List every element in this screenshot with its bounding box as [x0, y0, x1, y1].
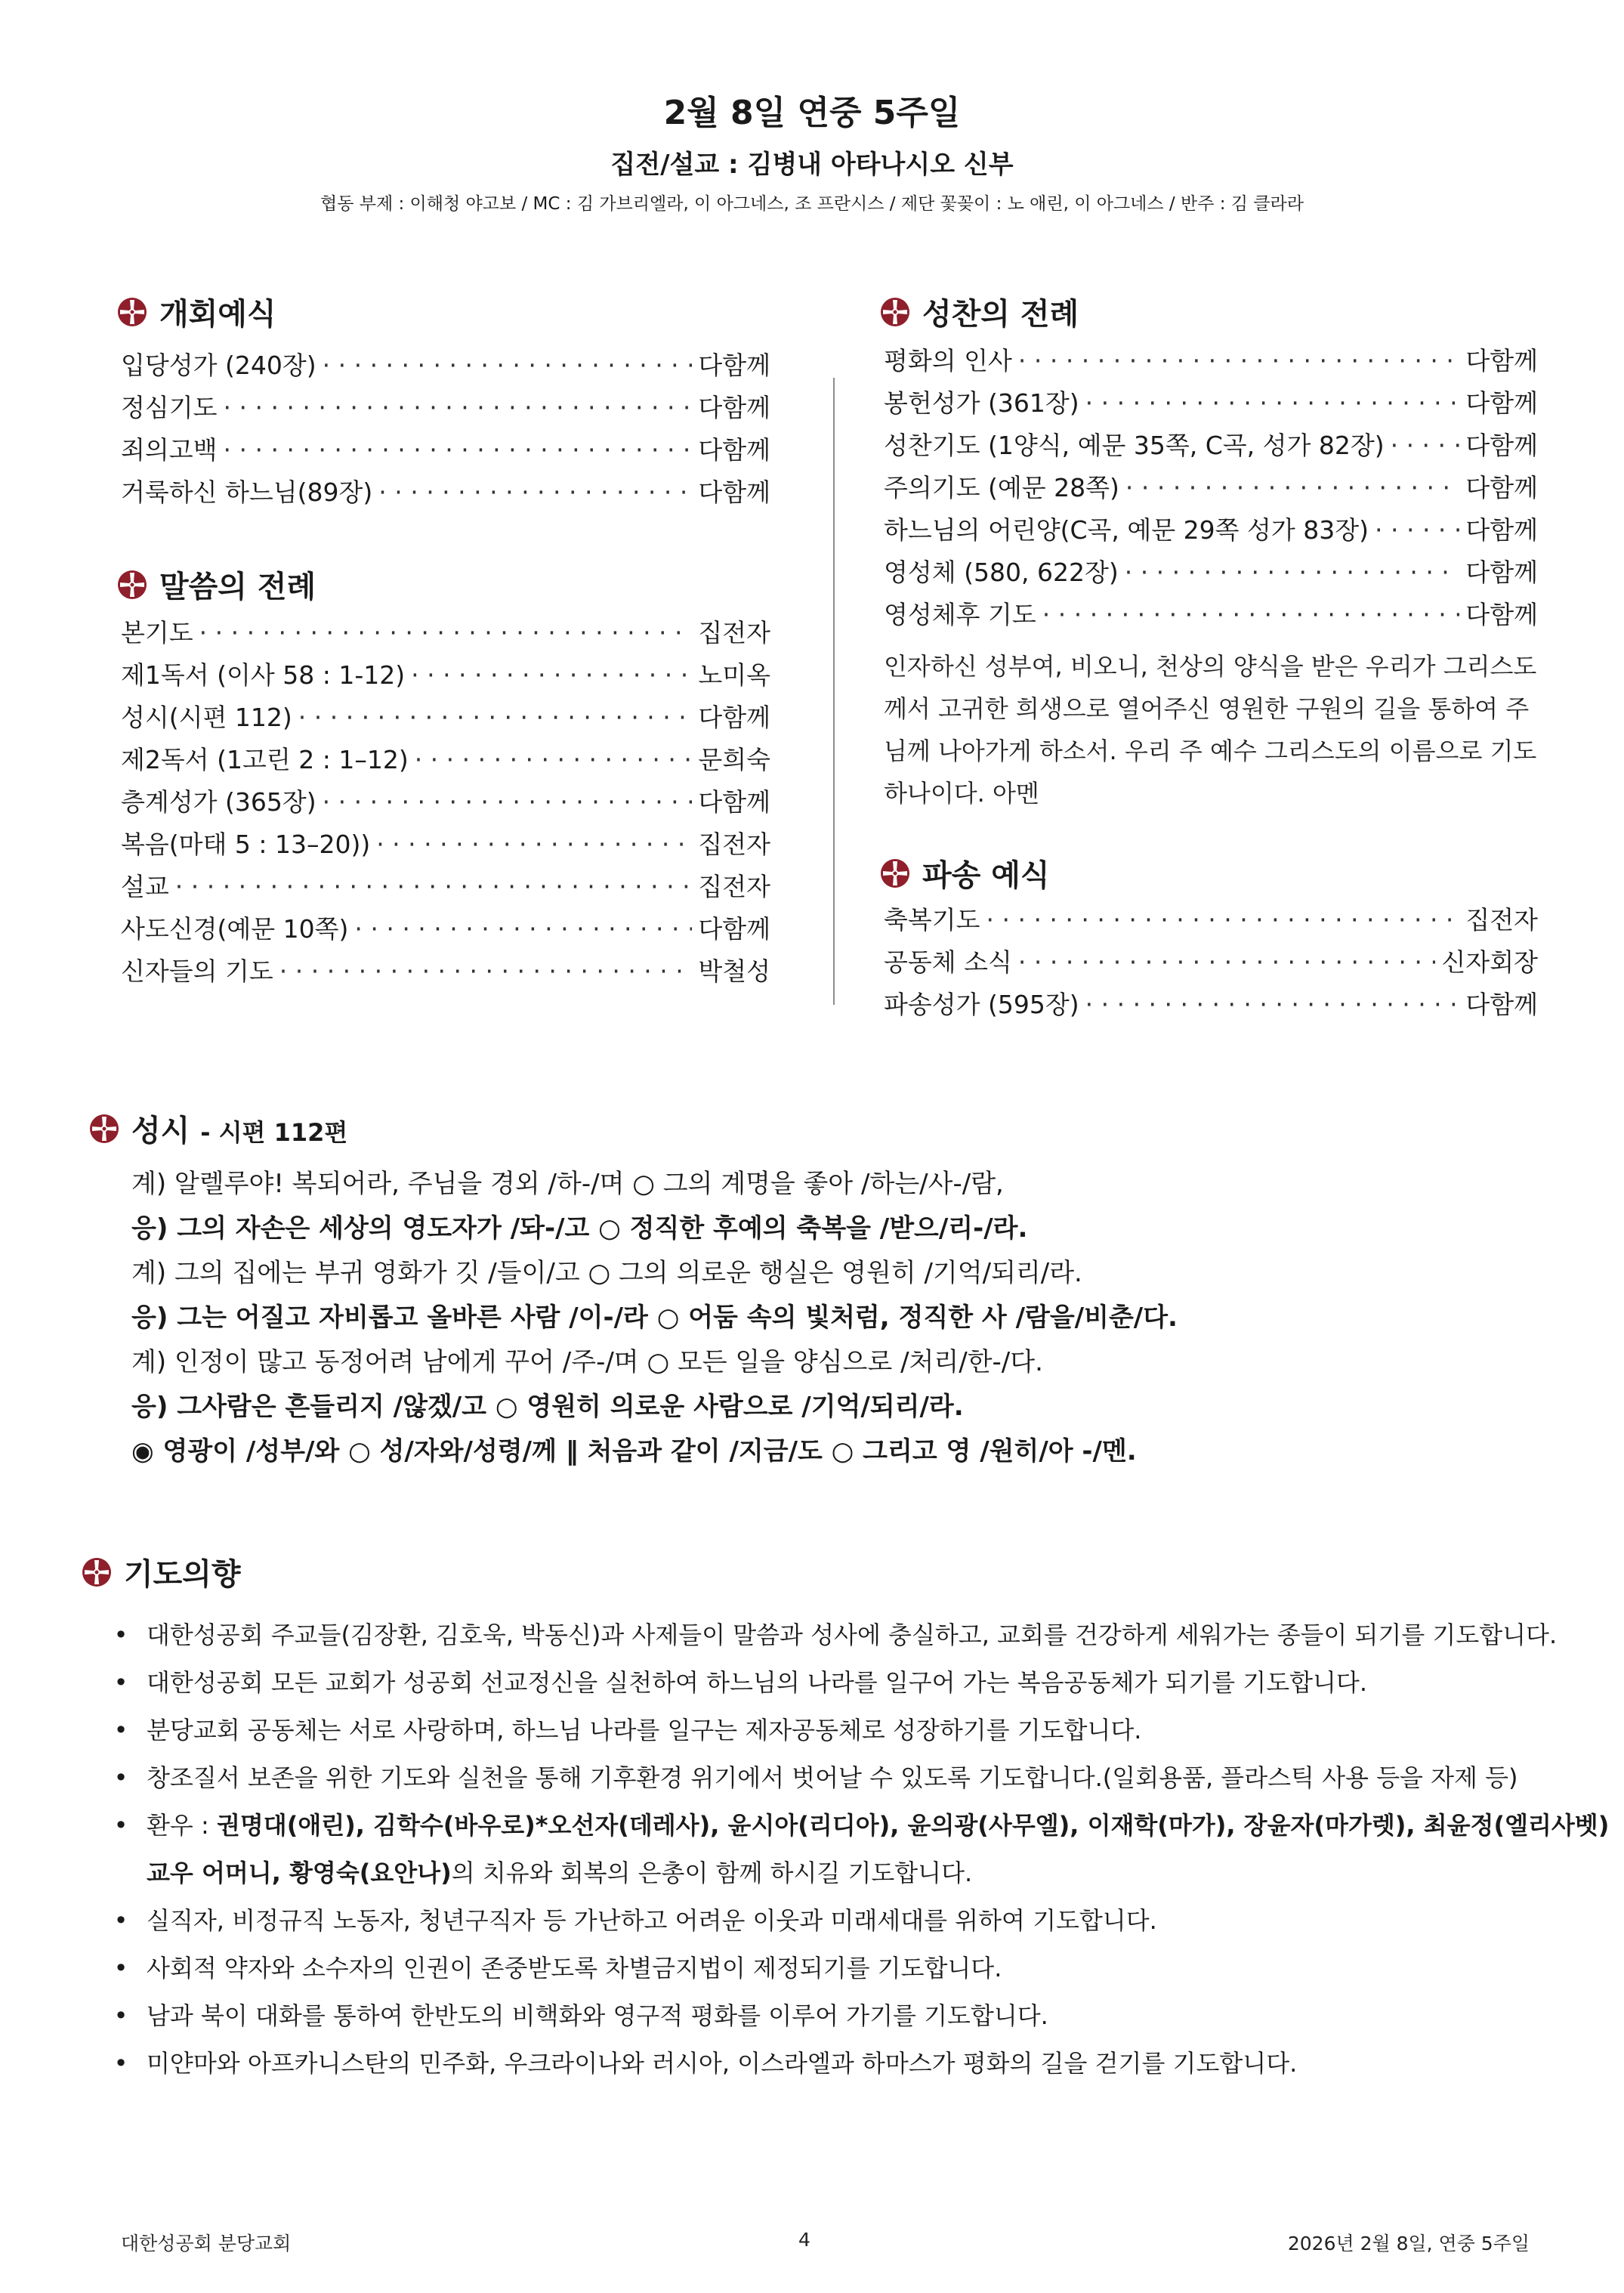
celebrant-line: 집전/설교 : 김병내 아타나시오 신부 [610, 150, 1014, 180]
list-item [121, 910, 770, 952]
bulletin-header [0, 89, 1624, 219]
psalm-title: 성시 [131, 1114, 190, 1148]
psalm-line: 응) 그는 어질고 자비롭고 올바른 사람 /이-/라 ○ 어둠 속의 빛처럼, 정직한 사 /람을/비춘/다. [131, 1303, 1178, 1333]
list-item [121, 473, 770, 515]
intention-text: 창조질서 보존을 위한 기도와 실천을 통해 기후환경 위기에서 벗어날 수 있도록 기도합니다.(일회용품, 플라스틱 사용 등을 자제 등) [147, 1763, 1518, 1792]
item-label: 파송성가 (595장) [884, 990, 1079, 1019]
leader-dots [415, 745, 693, 774]
bullet: • [113, 1621, 128, 1649]
cross-icon [89, 1114, 119, 1144]
leader-dots [323, 351, 693, 380]
section-opening-heading [117, 290, 276, 333]
item-label: 영성체 (580, 622장) [884, 558, 1119, 587]
leader-dots [1085, 388, 1460, 418]
item-who: 다함께 [1465, 990, 1538, 1019]
item-who: 노미옥 [698, 660, 770, 690]
leader-dots [298, 703, 693, 732]
bullet: • [113, 1954, 128, 1982]
list-item [884, 985, 1538, 1028]
item-label: 봉헌성가 (361장) [884, 388, 1079, 418]
item-who: 박철성 [698, 956, 770, 986]
list-item [121, 825, 770, 867]
list-item [884, 341, 1538, 384]
list-item [884, 426, 1538, 468]
section-title: 파송 예식 [922, 858, 1050, 893]
section-word-heading [117, 563, 316, 606]
opening-list [121, 346, 770, 515]
item-label: 죄의고백 [121, 435, 218, 465]
section-title [131, 1107, 347, 1150]
section-title: 개회예식 [159, 297, 276, 332]
item-who: 다함께 [1465, 515, 1538, 545]
sick-prefix: 환우 : [147, 1811, 217, 1840]
leader-dots [1375, 515, 1459, 545]
section-psalm-heading [89, 1107, 347, 1150]
list-item [121, 952, 770, 994]
intention-text: 대한성공회 주교들(김장환, 김호욱, 박동신)과 사제들이 말씀과 성사에 충실하고, 교회를 건강하게 세워가는 종들이 되기를 기도합니다. [147, 1621, 1558, 1649]
section-eucharist-heading [880, 290, 1079, 333]
item-label: 성시(시편 112) [121, 703, 292, 732]
list-item [121, 867, 770, 910]
item-who: 집전자 [698, 618, 770, 647]
leader-dots [1125, 558, 1460, 587]
psalm-line: 계) 그의 집에는 부귀 영화가 깃 /들이/고 ○ 그의 의로운 행실은 영원히 /기억/되리/라. [131, 1258, 1082, 1288]
item-who: 다함께 [1465, 431, 1538, 460]
item-label: 영성체후 기도 [884, 600, 1036, 629]
section-title: 말씀의 전례 [159, 570, 316, 604]
psalm-line: 응) 그사람은 흔들리지 /않겠/고 ○ 영원히 의로운 사람으로 /기억/되리/라. [131, 1392, 964, 1422]
leader-dots [224, 435, 693, 465]
item-label: 제1독서 (이사 58 : 1-12) [121, 660, 406, 690]
bullet: • [113, 2001, 128, 2030]
cross-icon [880, 858, 910, 888]
item-who: 문희숙 [698, 745, 770, 774]
item-who: 다함께 [698, 393, 770, 422]
intention-text: 대한성공회 모든 교회가 성공회 선교정신을 실천하여 하느님의 나라를 일구어 가는 복음공동체가 되기를 기도합니다. [147, 1668, 1368, 1697]
psalm-text [131, 1162, 1567, 1474]
item-who: 신자회장 [1441, 947, 1538, 977]
intention-text: 미얀마와 아프카니스탄의 민주화, 우크라이나와 러시아, 이스라엘과 하마스가 평화의 길을 걷기를 기도합니다. [147, 2049, 1298, 2078]
item-who: 다함께 [1465, 346, 1538, 375]
bullet: • [113, 1668, 128, 1697]
list-item [113, 1659, 1586, 1707]
psalm-subtitle: - 시편 112편 [200, 1118, 348, 1147]
list-item [113, 1897, 1586, 1945]
item-label: 본기도 [121, 618, 193, 647]
item-who: 다함께 [698, 914, 770, 944]
leader-dots [986, 905, 1460, 935]
item-label: 신자들의 기도 [121, 956, 273, 986]
item-label: 공동체 소식 [884, 947, 1012, 977]
leader-dots [323, 787, 693, 817]
intention-text: 실직자, 비정규직 노동자, 청년구직자 등 가난하고 어려운 이웃과 미래세대를 위하여 기도합니다. [147, 1906, 1157, 1935]
bullet: • [113, 1906, 128, 1935]
cross-icon [117, 297, 147, 327]
leader-dots [1391, 431, 1460, 460]
list-item [121, 388, 770, 431]
list-item [121, 698, 770, 740]
list-item [113, 1945, 1586, 1992]
item-label: 성찬기도 (1양식, 예문 35쪽, C곡, 성가 82장) [884, 431, 1385, 460]
item-who: 다함께 [698, 435, 770, 465]
item-who: 다함께 [698, 477, 770, 507]
leader-dots [224, 393, 693, 422]
eucharist-list [884, 341, 1538, 638]
leader-dots [354, 914, 692, 944]
item-who: 다함께 [698, 351, 770, 380]
item-label: 설교 [121, 872, 169, 901]
item-who: 집전자 [698, 872, 770, 901]
list-item [121, 431, 770, 473]
item-who: 집전자 [1465, 905, 1538, 935]
column-divider [833, 378, 835, 1005]
page-number: 4 [798, 2229, 810, 2251]
list-item [884, 553, 1538, 595]
cross-icon [880, 297, 910, 327]
post-communion-prayer: 인자하신 성부여, 비오니, 천상의 양식을 받은 우리가 그리스도께서 고귀한 희생으로 열어주신 영원한 구원의 길을 통하여 주님께 나아가게 하소서. 우리 주 예수 그리스도의 이름으로 기도하나이다. 아멘 [884, 652, 1537, 808]
list-item [884, 511, 1538, 553]
item-label: 복음(마태 5 : 13–20)) [121, 830, 371, 859]
psalm-line: 계) 인정이 많고 동정어려 남에게 꾸어 /주-/며 ○ 모든 일을 양심으로 /처리/한-/다. [131, 1347, 1043, 1377]
list-item [113, 1754, 1586, 1802]
psalm-line: 응) 그의 자손은 세상의 영도자가 /돠-/고 ○ 정직한 후예의 축복을 /받으/리-/라. [131, 1213, 1028, 1244]
intention-text [147, 1802, 1610, 1850]
list-item [121, 613, 770, 656]
assistants-line: 협동 부제 : 이해청 야고보 / MC : 김 가브리엘라, 이 아그네스, 조 프란시스 / 제단 꽃꽂이 : 노 애린, 이 아그네스 / 반주 : 김 클라라 [320, 194, 1304, 214]
intention-text: 분당교회 공동체는 서로 사랑하며, 하느님 나라를 일구는 제자공동체로 성장하기를 기도합니다. [147, 1716, 1142, 1744]
item-label: 하느님의 어린양(C곡, 예문 29쪽 성가 83장) [884, 515, 1369, 545]
list-item [121, 346, 770, 388]
leader-dots [1042, 600, 1460, 629]
word-list [121, 613, 770, 994]
item-label: 주의기도 (예문 28쪽) [884, 473, 1119, 502]
sick-names-2: 교우 어머니, 황영숙(요안나) [147, 1859, 452, 1887]
section-title: 성찬의 전례 [922, 297, 1079, 332]
leader-dots [175, 872, 693, 901]
item-who: 집전자 [698, 830, 770, 859]
list-item [113, 1707, 1586, 1754]
item-label: 거룩하신 하느님(89장) [121, 477, 373, 507]
list-item [884, 595, 1538, 638]
intention-text: 사회적 약자와 소수자의 인권이 존중받도록 차별금지법이 제정되기를 기도합니다. [147, 1954, 1002, 1982]
section-title: 기도의향 [124, 1557, 241, 1592]
item-label: 층계성가 (365장) [121, 787, 316, 817]
cross-icon [82, 1557, 112, 1587]
intentions-list [113, 1612, 1610, 2087]
cross-icon [117, 570, 147, 600]
item-label: 입당성가 (240장) [121, 351, 316, 380]
list-item [113, 2040, 1586, 2087]
leader-dots [279, 956, 693, 986]
psalm-line: ◉ 영광이 /성부/와 ○ 성/자와/성령/께 ‖ 처음과 같이 /지금/도 ○ 그리고 영 /원히/아 -/멘. [131, 1436, 1137, 1466]
leader-dots [378, 477, 692, 507]
list-item [121, 656, 770, 698]
item-who: 다함께 [1465, 600, 1538, 629]
footer-church: 대한성공회 분당교회 [121, 2233, 292, 2254]
intention-text-cont [147, 1850, 1586, 1897]
dismissal-list [884, 901, 1538, 1028]
list-item [121, 783, 770, 825]
leader-dots [411, 660, 692, 690]
item-who: 다함께 [698, 787, 770, 817]
bullet: • [113, 1811, 128, 1840]
item-label: 정심기도 [121, 393, 218, 422]
leader-dots [1018, 947, 1436, 977]
item-who: 다함께 [1465, 473, 1538, 502]
list-item [884, 468, 1538, 511]
sick-names: 권명대(애린), 김학수(바우로)*오선자(데레사), 윤시아(리디아), 윤의광(사무엘), 이재학(마가), 장윤자(마가렛), 최윤정(엘리사벳) [216, 1811, 1610, 1840]
item-label: 평화의 인사 [884, 346, 1012, 375]
leader-dots [1018, 346, 1459, 375]
item-who: 다함께 [1465, 388, 1538, 418]
bullet: • [113, 1716, 128, 1744]
list-item [121, 740, 770, 783]
list-item [884, 901, 1538, 943]
page-title: 2월 8일 연중 5주일 [663, 94, 961, 132]
bullet: • [113, 2049, 128, 2078]
item-label: 사도신경(예문 10쪽) [121, 914, 349, 944]
leader-dots [1085, 990, 1460, 1019]
item-label: 제2독서 (1고린 2 : 1–12) [121, 745, 409, 774]
sick-list-item [113, 1802, 1610, 1897]
section-dismissal-heading [880, 851, 1050, 895]
item-who: 다함께 [1465, 558, 1538, 587]
list-item [113, 1992, 1586, 2040]
list-item [884, 943, 1538, 985]
item-label: 축복기도 [884, 905, 980, 935]
leader-dots [199, 618, 693, 647]
item-who: 다함께 [698, 703, 770, 732]
leader-dots [1125, 473, 1459, 502]
footer-date: 2026년 2월 8일, 연중 5주일 [1287, 2233, 1530, 2254]
list-item [113, 1612, 1586, 1659]
intention-text: 남과 북이 대화를 통하여 한반도의 비핵화와 영구적 평화를 이루어 가기를 기도합니다. [147, 2001, 1048, 2030]
leader-dots [376, 830, 692, 859]
bullet: • [113, 1763, 128, 1792]
sick-suffix: 의 치유와 회복의 은총이 함께 하시길 기도합니다. [451, 1859, 973, 1887]
list-item [884, 384, 1538, 426]
section-intentions-heading [82, 1550, 241, 1593]
psalm-line: 계) 알렐루야! 복되어라, 주님을 경외 /하-/며 ○ 그의 계명을 좋아 /하는/사-/람, [131, 1169, 1004, 1199]
